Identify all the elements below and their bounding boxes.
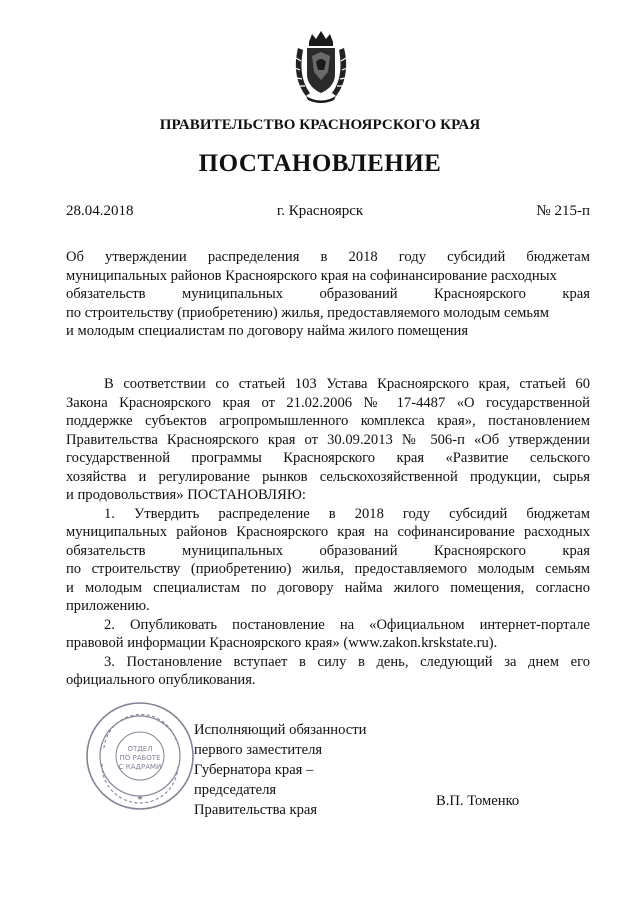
preamble-line: и продовольствия» ПОСТАНОВЛЯЮ: (66, 487, 306, 503)
preamble-line: Закона Красноярского края от 21.02.2006 № 17-4487 «О государственной (66, 394, 590, 411)
title-line: обязательств муниципальных образований Красноярского края (66, 286, 590, 302)
coat-of-arms-emblem (292, 28, 350, 104)
item2-line: 2. Опубликовать постановление на «Официальном интернет-портале (104, 616, 590, 633)
document-city: г. Красноярск (276, 203, 364, 219)
signature-block (194, 720, 366, 820)
item3-line: 3. Постановление вступает в силу в день, следующий за днем его (104, 653, 590, 670)
title-line: по строительству (приобретению) жилья, предоставляемого молодым семьям (66, 304, 550, 321)
title-line: и молодым специалистам по договору найма жилого помещения (66, 323, 469, 339)
signer-position-line: Правительства края (194, 802, 318, 818)
item2-line: правовой информации Красноярского края» (www.zakon.krskstate.ru). (66, 635, 498, 651)
preamble-line: В соответствии со статьей 103 Устава Красноярского края, статьей 60 (104, 376, 590, 392)
signer-position-line: председателя (194, 782, 277, 798)
preamble-line: хозяйства и регулирование рынков сельскохозяйственной продукции, сырья (66, 468, 590, 485)
seal-text: ПО РАБОТЕ (119, 754, 161, 762)
document-body (66, 375, 590, 690)
seal-text: ОТДЕЛ (127, 745, 153, 753)
document-date: 28.04.2018 (66, 203, 134, 219)
item1-line: приложению. (66, 598, 150, 614)
official-seal-stamp (84, 700, 196, 812)
item1-line: и молодым специалистам по договору найма жилого помещения, согласно (66, 579, 590, 596)
item3-line: официального опубликования. (66, 672, 256, 688)
item1-line: 1. Утвердить распределение в 2018 году субсидий бюджетам (104, 505, 590, 522)
signer-position-line: Исполняющий обязанности (194, 722, 367, 738)
title-line: муниципальных районов Красноярского края на софинансирование расходных (66, 267, 557, 284)
government-name: ПРАВИТЕЛЬСТВО КРАСНОЯРСКОГО КРАЯ (159, 117, 481, 133)
document-title (66, 248, 590, 341)
preamble-line: поддержке субъектов агропромышленного комплекса края», постановлением (66, 413, 590, 429)
signer-position-line: первого заместителя (194, 742, 323, 758)
signer-position-line: Губернатора края – (194, 762, 314, 778)
preamble-line: государственной программы Красноярского края «Развитие сельского (66, 450, 590, 466)
seal-text: С КАДРАМИ (118, 763, 162, 771)
preamble-line: Правительства Красноярского края от 30.09.2013 № 506-п «Об утверждении (66, 431, 590, 448)
document-type-heading: ПОСТАНОВЛЕНИЕ (198, 150, 442, 177)
item1-line: обязательств муниципальных образований Красноярского края (66, 542, 590, 559)
title-line: Об утверждении распределения в 2018 году субсидий бюджетам (66, 249, 590, 265)
signer-name: В.П. Томенко (436, 793, 520, 809)
document-number: № 215-п (536, 203, 590, 219)
item1-line: муниципальных районов Красноярского края на софинансирование расходных (66, 524, 590, 540)
item1-line: по строительству (приобретению) жилья, предоставляемого молодым семьям (66, 561, 590, 577)
